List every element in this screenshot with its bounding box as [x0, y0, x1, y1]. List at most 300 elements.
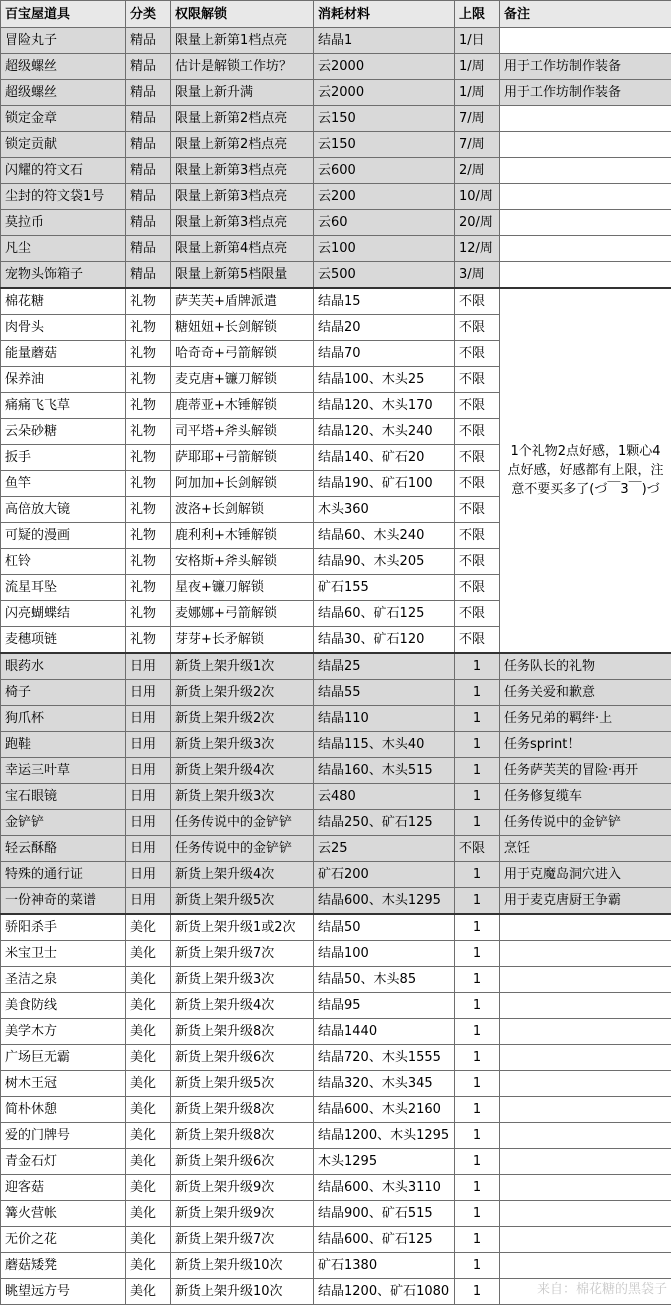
item-cell: 圣洁之泉 — [1, 967, 126, 993]
unlock-cell: 任务传说中的金铲铲 — [171, 836, 314, 862]
unlock-cell: 新货上架升级7次 — [171, 941, 314, 967]
note-cell: 任务萨芙芙的冒险·再开 — [500, 758, 671, 784]
table-row — [1, 288, 671, 315]
limit-cell: 1/日 — [455, 28, 500, 54]
category-cell: 美化 — [126, 993, 171, 1019]
unlock-cell: 新货上架升级5次 — [171, 1071, 314, 1097]
unlock-cell: 新货上架升级3次 — [171, 784, 314, 810]
table-row — [1, 993, 671, 1019]
cost-cell: 结晶15 — [314, 288, 455, 315]
unlock-cell: 新货上架升级9次 — [171, 1175, 314, 1201]
item-cell: 幸运三叶草 — [1, 758, 126, 784]
item-cell: 肉骨头 — [1, 315, 126, 341]
limit-cell: 1 — [455, 1097, 500, 1123]
cost-cell: 结晶30、矿石120 — [314, 627, 455, 654]
note-cell — [500, 132, 671, 158]
unlock-cell: 安格斯+斧头解锁 — [171, 549, 314, 575]
category-cell: 美化 — [126, 1201, 171, 1227]
table-row — [1, 1071, 671, 1097]
unlock-cell: 限量上新第3档点亮 — [171, 210, 314, 236]
category-cell: 礼物 — [126, 315, 171, 341]
table-row — [1, 941, 671, 967]
cost-cell: 结晶190、矿石100 — [314, 471, 455, 497]
limit-cell: 1 — [455, 914, 500, 941]
category-cell: 美化 — [126, 1071, 171, 1097]
category-cell: 美化 — [126, 914, 171, 941]
note-cell: 用于工作坊制作装备 — [500, 80, 671, 106]
category-cell: 美化 — [126, 1253, 171, 1279]
item-cell: 尘封的符文袋1号 — [1, 184, 126, 210]
unlock-cell: 鹿利利+木锤解锁 — [171, 523, 314, 549]
unlock-cell: 新货上架升级1或2次 — [171, 914, 314, 941]
cost-cell: 结晶50 — [314, 914, 455, 941]
item-cell: 痛痛飞飞草 — [1, 393, 126, 419]
category-cell: 精品 — [126, 184, 171, 210]
unlock-cell: 新货上架升级8次 — [171, 1097, 314, 1123]
note-cell: 任务兄弟的羁绊·上 — [500, 706, 671, 732]
item-cell: 保养油 — [1, 367, 126, 393]
category-cell: 日用 — [126, 862, 171, 888]
category-cell: 精品 — [126, 236, 171, 262]
item-cell: 流星耳坠 — [1, 575, 126, 601]
unlock-cell: 限量上新第3档点亮 — [171, 158, 314, 184]
limit-cell: 1 — [455, 810, 500, 836]
item-cell: 米宝卫士 — [1, 941, 126, 967]
item-cell: 爱的门牌号 — [1, 1123, 126, 1149]
unlock-cell: 波洛+长剑解锁 — [171, 497, 314, 523]
item-cell: 莫拉币 — [1, 210, 126, 236]
item-cell: 能量蘑菇 — [1, 341, 126, 367]
note-cell — [500, 1253, 671, 1279]
category-cell: 礼物 — [126, 627, 171, 654]
table-row — [1, 1123, 671, 1149]
item-cell: 跑鞋 — [1, 732, 126, 758]
category-cell: 日用 — [126, 680, 171, 706]
header-item: 百宝屋道具 — [1, 1, 126, 28]
item-cell: 狗爪杯 — [1, 706, 126, 732]
limit-cell: 1 — [455, 1071, 500, 1097]
limit-cell: 不限 — [455, 367, 500, 393]
table-row — [1, 862, 671, 888]
unlock-cell: 限量上新第2档点亮 — [171, 106, 314, 132]
limit-cell: 1 — [455, 993, 500, 1019]
category-cell: 日用 — [126, 836, 171, 862]
table-row — [1, 1201, 671, 1227]
table-row — [1, 158, 671, 184]
category-cell: 美化 — [126, 1175, 171, 1201]
limit-cell: 不限 — [455, 575, 500, 601]
category-cell: 精品 — [126, 262, 171, 289]
cost-cell: 结晶120、木头240 — [314, 419, 455, 445]
cost-cell: 矿石1380 — [314, 1253, 455, 1279]
limit-cell: 不限 — [455, 601, 500, 627]
category-cell: 礼物 — [126, 549, 171, 575]
item-cell: 闪耀的符文石 — [1, 158, 126, 184]
unlock-cell: 限量上新第1档点亮 — [171, 28, 314, 54]
item-cell: 鱼竿 — [1, 471, 126, 497]
item-cell: 宝石眼镜 — [1, 784, 126, 810]
table-row — [1, 967, 671, 993]
unlock-cell: 新货上架升级6次 — [171, 1045, 314, 1071]
table-row — [1, 784, 671, 810]
note-cell: 任务修复缆车 — [500, 784, 671, 810]
limit-cell: 不限 — [455, 836, 500, 862]
cost-cell: 结晶600、矿石125 — [314, 1227, 455, 1253]
cost-cell: 结晶50、木头85 — [314, 967, 455, 993]
note-cell — [500, 28, 671, 54]
category-cell: 礼物 — [126, 445, 171, 471]
unlock-cell: 新货上架升级4次 — [171, 993, 314, 1019]
category-cell: 精品 — [126, 54, 171, 80]
category-cell: 礼物 — [126, 523, 171, 549]
note-cell: 任务传说中的金铲铲 — [500, 810, 671, 836]
unlock-cell: 任务传说中的金铲铲 — [171, 810, 314, 836]
item-cell: 特殊的通行证 — [1, 862, 126, 888]
limit-cell: 2/周 — [455, 158, 500, 184]
table-row — [1, 106, 671, 132]
unlock-cell: 新货上架升级3次 — [171, 967, 314, 993]
item-cell: 无价之花 — [1, 1227, 126, 1253]
cost-cell: 结晶600、木头3110 — [314, 1175, 455, 1201]
unlock-cell: 麦娜娜+弓箭解锁 — [171, 601, 314, 627]
cost-cell: 云150 — [314, 106, 455, 132]
cost-cell: 结晶95 — [314, 993, 455, 1019]
unlock-cell: 哈奇奇+弓箭解锁 — [171, 341, 314, 367]
category-cell: 礼物 — [126, 471, 171, 497]
note-cell — [500, 236, 671, 262]
limit-cell: 1 — [455, 1019, 500, 1045]
header-row — [1, 1, 671, 28]
note-cell — [500, 106, 671, 132]
note-cell: 用于麦克唐厨王争霸 — [500, 888, 671, 915]
unlock-cell: 新货上架升级4次 — [171, 862, 314, 888]
note-cell: 用于克魔岛洞穴进入 — [500, 862, 671, 888]
table-row — [1, 836, 671, 862]
cost-cell: 木头1295 — [314, 1149, 455, 1175]
table-row — [1, 28, 671, 54]
item-cell: 简朴休憩 — [1, 1097, 126, 1123]
unlock-cell: 限量上新第2档点亮 — [171, 132, 314, 158]
note-cell — [500, 1045, 671, 1071]
header-unlock: 权限解锁 — [171, 1, 314, 28]
unlock-cell: 新货上架升级3次 — [171, 732, 314, 758]
limit-cell: 不限 — [455, 497, 500, 523]
item-cell: 迎客菇 — [1, 1175, 126, 1201]
table-row — [1, 1227, 671, 1253]
table-row — [1, 1045, 671, 1071]
limit-cell: 3/周 — [455, 262, 500, 289]
limit-cell: 不限 — [455, 523, 500, 549]
limit-cell: 1 — [455, 732, 500, 758]
limit-cell: 不限 — [455, 315, 500, 341]
unlock-cell: 阿加加+长剑解锁 — [171, 471, 314, 497]
cost-cell: 结晶90、木头205 — [314, 549, 455, 575]
category-cell: 礼物 — [126, 393, 171, 419]
cost-cell: 结晶20 — [314, 315, 455, 341]
table-row — [1, 810, 671, 836]
table-row — [1, 210, 671, 236]
limit-cell: 7/周 — [455, 132, 500, 158]
unlock-cell: 新货上架升级7次 — [171, 1227, 314, 1253]
cost-cell: 云480 — [314, 784, 455, 810]
item-cell: 杠铃 — [1, 549, 126, 575]
header-category: 分类 — [126, 1, 171, 28]
item-cell: 轻云酥酪 — [1, 836, 126, 862]
note-cell — [500, 914, 671, 941]
item-cell: 扳手 — [1, 445, 126, 471]
item-cell: 超级螺丝 — [1, 80, 126, 106]
category-cell: 日用 — [126, 888, 171, 915]
cost-cell: 结晶720、木头1555 — [314, 1045, 455, 1071]
cost-cell: 结晶60、木头240 — [314, 523, 455, 549]
cost-cell: 结晶140、矿石20 — [314, 445, 455, 471]
note-cell — [500, 993, 671, 1019]
unlock-cell: 芽芽+长矛解锁 — [171, 627, 314, 654]
table-row — [1, 888, 671, 915]
note-cell: 任务sprint！ — [500, 732, 671, 758]
category-cell: 美化 — [126, 1019, 171, 1045]
cost-cell: 结晶1440 — [314, 1019, 455, 1045]
cost-cell: 结晶900、矿石515 — [314, 1201, 455, 1227]
unlock-cell: 限量上新第5档限量 — [171, 262, 314, 289]
cost-cell: 结晶100 — [314, 941, 455, 967]
limit-cell: 10/周 — [455, 184, 500, 210]
table-row — [1, 262, 671, 289]
cost-cell: 结晶1200、木头1295 — [314, 1123, 455, 1149]
unlock-cell: 星夜+镰刀解锁 — [171, 575, 314, 601]
limit-cell: 1 — [455, 758, 500, 784]
limit-cell: 1 — [455, 1279, 500, 1305]
category-cell: 美化 — [126, 967, 171, 993]
item-cell: 超级螺丝 — [1, 54, 126, 80]
cost-cell: 结晶55 — [314, 680, 455, 706]
note-cell — [500, 1071, 671, 1097]
limit-cell: 1 — [455, 1201, 500, 1227]
table-row — [1, 680, 671, 706]
cost-cell: 矿石155 — [314, 575, 455, 601]
category-cell: 美化 — [126, 1149, 171, 1175]
category-cell: 精品 — [126, 132, 171, 158]
category-cell: 日用 — [126, 758, 171, 784]
unlock-cell: 司平塔+斧头解锁 — [171, 419, 314, 445]
cost-cell: 结晶160、木头515 — [314, 758, 455, 784]
category-cell: 礼物 — [126, 288, 171, 315]
category-cell: 精品 — [126, 210, 171, 236]
cost-cell: 云100 — [314, 236, 455, 262]
limit-cell: 1 — [455, 941, 500, 967]
item-cell: 锁定贡献 — [1, 132, 126, 158]
cost-cell: 结晶60、矿石125 — [314, 601, 455, 627]
unlock-cell: 新货上架升级8次 — [171, 1123, 314, 1149]
category-cell: 礼物 — [126, 341, 171, 367]
watermark: 来自：棉花糖的黑袋子 — [537, 1278, 667, 1297]
note-cell — [500, 262, 671, 289]
unlock-cell: 新货上架升级6次 — [171, 1149, 314, 1175]
unlock-cell: 限量上新第4档点亮 — [171, 236, 314, 262]
category-cell: 美化 — [126, 1045, 171, 1071]
table-row — [1, 1175, 671, 1201]
note-cell — [500, 1097, 671, 1123]
table-row — [1, 1149, 671, 1175]
limit-cell: 7/周 — [455, 106, 500, 132]
note-cell — [500, 941, 671, 967]
category-cell: 日用 — [126, 653, 171, 680]
limit-cell: 1 — [455, 1045, 500, 1071]
gift-note-cell: 1个礼物2点好感，1颗心4点好感，好感都有上限，注意不要买多了(づ￣3￣)づ — [500, 288, 671, 653]
item-cell: 篝火营帐 — [1, 1201, 126, 1227]
limit-cell: 1 — [455, 1149, 500, 1175]
unlock-cell: 麦克唐+镰刀解锁 — [171, 367, 314, 393]
category-cell: 美化 — [126, 1279, 171, 1305]
limit-cell: 1/周 — [455, 54, 500, 80]
table-row — [1, 914, 671, 941]
table-row — [1, 653, 671, 680]
item-cell: 棉花糖 — [1, 288, 126, 315]
limit-cell: 1 — [455, 706, 500, 732]
cost-cell: 云600 — [314, 158, 455, 184]
category-cell: 礼物 — [126, 419, 171, 445]
item-cell: 云朵砂糖 — [1, 419, 126, 445]
item-cell: 眺望远方号 — [1, 1279, 126, 1305]
limit-cell: 1 — [455, 1175, 500, 1201]
cost-cell: 结晶110 — [314, 706, 455, 732]
cost-cell: 云60 — [314, 210, 455, 236]
table-row — [1, 132, 671, 158]
limit-cell: 1/周 — [455, 80, 500, 106]
cost-cell: 云500 — [314, 262, 455, 289]
unlock-cell: 糖妞妞+长剑解锁 — [171, 315, 314, 341]
limit-cell: 1 — [455, 862, 500, 888]
cost-cell: 结晶120、木头170 — [314, 393, 455, 419]
item-cell: 高倍放大镜 — [1, 497, 126, 523]
category-cell: 美化 — [126, 941, 171, 967]
category-cell: 日用 — [126, 732, 171, 758]
cost-cell: 云150 — [314, 132, 455, 158]
item-cell: 青金石灯 — [1, 1149, 126, 1175]
cost-cell: 结晶1200、矿石1080 — [314, 1279, 455, 1305]
category-cell: 精品 — [126, 158, 171, 184]
category-cell: 精品 — [126, 28, 171, 54]
item-cell: 可疑的漫画 — [1, 523, 126, 549]
note-cell — [500, 1123, 671, 1149]
note-cell: 任务队长的礼物 — [500, 653, 671, 680]
note-cell — [500, 1175, 671, 1201]
header-note: 备注 — [500, 1, 671, 28]
table-row — [1, 184, 671, 210]
category-cell: 礼物 — [126, 497, 171, 523]
item-cell: 麦穗项链 — [1, 627, 126, 654]
item-cell: 骄阳杀手 — [1, 914, 126, 941]
item-cell: 凡尘 — [1, 236, 126, 262]
unlock-cell: 新货上架升级10次 — [171, 1279, 314, 1305]
unlock-cell: 新货上架升级8次 — [171, 1019, 314, 1045]
cost-cell: 结晶600、木头2160 — [314, 1097, 455, 1123]
limit-cell: 12/周 — [455, 236, 500, 262]
unlock-cell: 新货上架升级10次 — [171, 1253, 314, 1279]
cost-cell: 结晶320、木头345 — [314, 1071, 455, 1097]
note-cell — [500, 1227, 671, 1253]
item-cell: 椅子 — [1, 680, 126, 706]
limit-cell: 不限 — [455, 419, 500, 445]
cost-cell: 结晶600、木头1295 — [314, 888, 455, 915]
table-row — [1, 1253, 671, 1279]
item-cell: 蘑菇矮凳 — [1, 1253, 126, 1279]
limit-cell: 不限 — [455, 627, 500, 654]
note-cell — [500, 210, 671, 236]
cost-cell: 矿石200 — [314, 862, 455, 888]
cost-cell: 结晶250、矿石125 — [314, 810, 455, 836]
unlock-cell: 新货上架升级2次 — [171, 706, 314, 732]
item-cell: 冒险丸子 — [1, 28, 126, 54]
item-cell: 眼药水 — [1, 653, 126, 680]
category-cell: 日用 — [126, 784, 171, 810]
note-cell — [500, 1019, 671, 1045]
limit-cell: 1 — [455, 1123, 500, 1149]
unlock-cell: 鹿蒂亚+木锤解锁 — [171, 393, 314, 419]
limit-cell: 20/周 — [455, 210, 500, 236]
cost-cell: 云25 — [314, 836, 455, 862]
category-cell: 美化 — [126, 1227, 171, 1253]
limit-cell: 不限 — [455, 445, 500, 471]
limit-cell: 不限 — [455, 288, 500, 315]
table-row — [1, 1097, 671, 1123]
unlock-cell: 新货上架升级5次 — [171, 888, 314, 915]
limit-cell: 不限 — [455, 393, 500, 419]
category-cell: 礼物 — [126, 367, 171, 393]
note-cell: 用于工作坊制作装备 — [500, 54, 671, 80]
unlock-cell: 估计是解锁工作坊？ — [171, 54, 314, 80]
cost-cell: 结晶25 — [314, 653, 455, 680]
cost-cell: 云200 — [314, 184, 455, 210]
unlock-cell: 限量上新第3档点亮 — [171, 184, 314, 210]
item-cell: 树木王冠 — [1, 1071, 126, 1097]
note-cell: 烹饪 — [500, 836, 671, 862]
category-cell: 礼物 — [126, 601, 171, 627]
limit-cell: 1 — [455, 784, 500, 810]
cost-cell: 结晶1 — [314, 28, 455, 54]
table-row — [1, 706, 671, 732]
cost-cell: 云2000 — [314, 80, 455, 106]
table-body — [1, 28, 671, 1305]
item-cell: 宠物头饰箱子 — [1, 262, 126, 289]
note-cell — [500, 1149, 671, 1175]
cost-cell: 结晶115、木头40 — [314, 732, 455, 758]
note-cell — [500, 184, 671, 210]
limit-cell: 不限 — [455, 549, 500, 575]
unlock-cell: 新货上架升级2次 — [171, 680, 314, 706]
unlock-cell: 萨芙芙+盾牌派遣 — [171, 288, 314, 315]
category-cell: 日用 — [126, 706, 171, 732]
table-row — [1, 1019, 671, 1045]
note-cell — [500, 158, 671, 184]
unlock-cell: 萨耶耶+弓箭解锁 — [171, 445, 314, 471]
category-cell: 精品 — [126, 106, 171, 132]
category-cell: 美化 — [126, 1097, 171, 1123]
table-row — [1, 732, 671, 758]
cost-cell: 云2000 — [314, 54, 455, 80]
header-limit: 上限 — [455, 1, 500, 28]
item-cell: 广场巨无霸 — [1, 1045, 126, 1071]
unlock-cell: 新货上架升级4次 — [171, 758, 314, 784]
cost-cell: 木头360 — [314, 497, 455, 523]
cost-cell: 结晶100、木头25 — [314, 367, 455, 393]
note-cell — [500, 967, 671, 993]
limit-cell: 不限 — [455, 341, 500, 367]
limit-cell: 1 — [455, 967, 500, 993]
limit-cell: 1 — [455, 1253, 500, 1279]
item-cell: 闪亮蝴蝶结 — [1, 601, 126, 627]
unlock-cell: 新货上架升级9次 — [171, 1201, 314, 1227]
